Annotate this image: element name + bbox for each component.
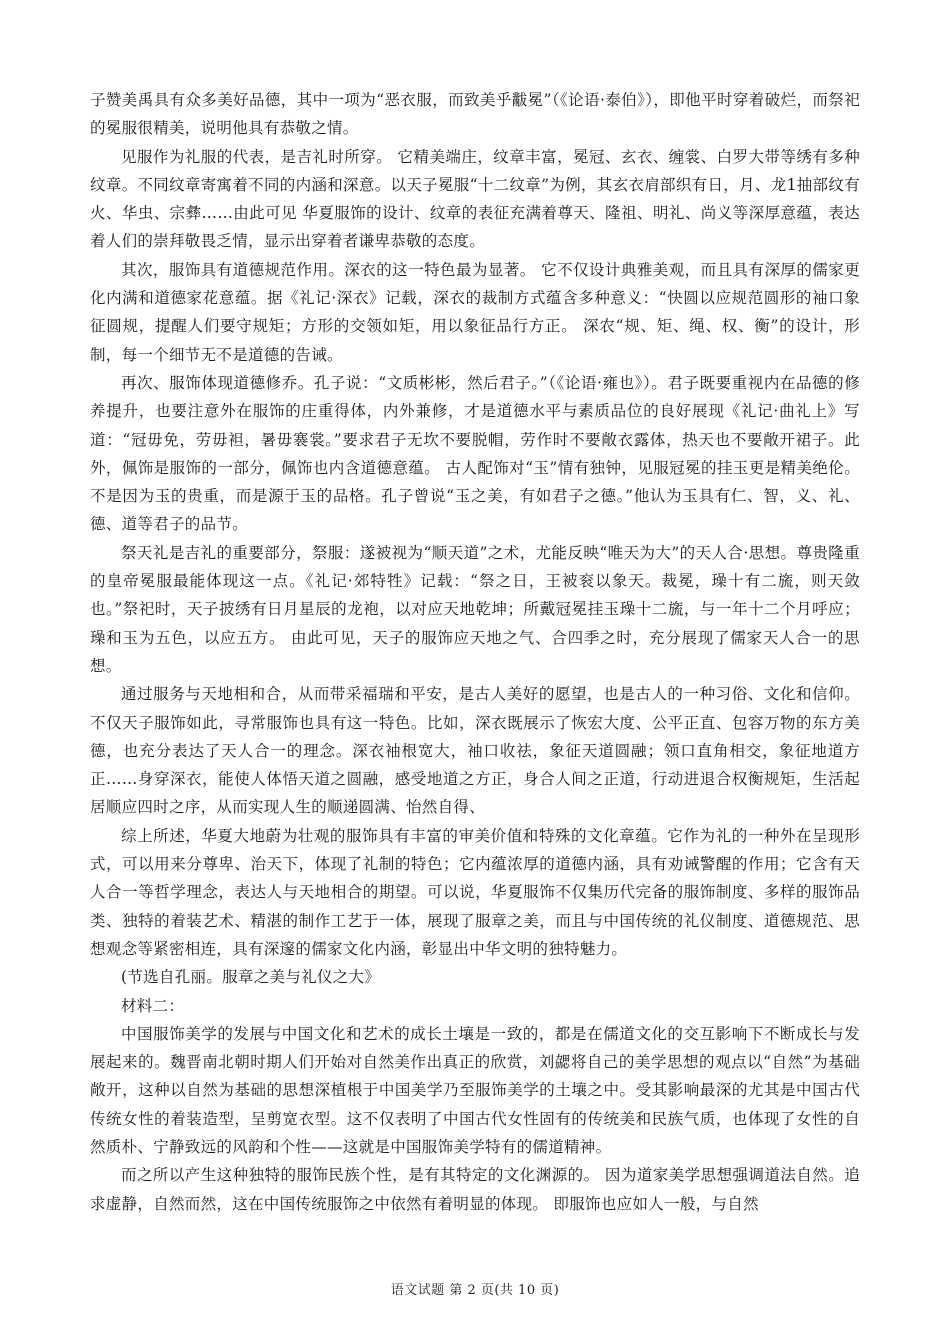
paragraph-3: 其次，服饰具有道德规范作用。深衣的这一特色最为显著。 它不仅设计典雅美观，而且具有深厚的儒家更化内满和道德家花意蕴。据《礼记·深衣》记载，深衣的裁制方式蕴含多种意义：“快圆以应规范圆形的袖口象征圆规，提醒人们要守规矩；方形的交领如矩，用以象征品行方正。 深农“规、矩、绳、权、衡”的设计，形制，每一个细节无不是道德的告诫。 — [90, 260, 860, 364]
page-footer: 语文试题 第 2 页(共 10 页) — [390, 1283, 560, 1298]
paragraph-2: 见服作为礼服的代表，是吉礼时所穿。 它精美端庄，纹章丰富，冕冠、玄衣、缠裳、白罗大带等绣有多种纹章。不同纹章寄寓着不同的内涵和深意。以天子冕服“十二纹章”为例，其玄衣肩部织有日，月、龙1抽部纹有火、华虫、宗彝……由此可见 华夏服饰的设计、纹章的表征充满着尊天、隆祖、明礼、尚义等深厚意蕴，表达着人们的崇拜敬畏乏情，显示出穿着者谦卑恭敬的态度。 — [90, 147, 860, 251]
paragraph-7: 综上所述，华夏大地蔚为壮观的服饰具有丰富的审美价值和特殊的文化章蕴。它作为礼的一种外在呈现形式，可以用来分尊卑、治天下，体现了礼制的特色；它内蕴浓厚的道德内涵，具有劝诫警醒的作用；它含有天人合一等哲学理念，表达人与天地相合的期望。可以说，华夏服饰不仅集历代完备的服饰制度、多样的服饰品类、独特的着装艺术、精湛的制作工艺于一体，展现了服章之美，而且与中国传统的礼仪制度、道德规范、思想观念等紧密相连，具有深邃的儒家文化内涵，彰显出中华文明的独特魅力。 — [90, 826, 860, 958]
paragraph-8: 中国服饰美学的发展与中国文化和艺术的成长土壤是一致的，都是在儒道文化的交互影响下不断成长与发展起来的。魏晋南北朝时期人们开始对自然美作出真正的欣赏，刘勰将自己的美学思想的观点以“自然”为基础敞开，这种以自然为基础的思想深植根于中国美学乃至服饰美学的土壤之中。受其影响最深的尤其是中国古代传统女性的着装造型，呈剪宽衣型。这不仅表明了中国古代女性固有的传统美和民族气质，也体现了女性的自然质朴、宁静致远的风韵和个性——这就是中国服饰美学特有的儒道精神。 — [90, 1024, 860, 1156]
paragraph-9: 而之所以产生这种独特的服饰民族个性，是有其特定的文化渊源的。 因为道家美学思想强调道法自然。追求虚静，自然而然，这在中国传统服饰之中依然有着明显的体现。 即服饰也应如人一般，与自然 — [90, 1166, 860, 1213]
paragraph-6: 通过服务与天地相和合，从而带采福瑞和平安，是古人美好的愿望，也是古人的一种习俗、文化和信仰。不仅天子服饰如此，寻常服饰也具有这一特色。比如，深衣既展示了恢宏大度、公平正直、包容万物的东方美德，也充分表达了天人合一的理念。深衣袖根宽大，袖口收祛，象征天道圆融；领口直角相交，象征地道方正……身穿深衣，能使人体悟天道之圆融，感受地道之方正，身合人间之正道，行动进退合权衡规矩，生活起居顺应四时之序，从而实现人生的顺递圆满、怡然自得、 — [90, 685, 860, 817]
source-citation: (节选自孔丽。服章之美与礼仪之大》 — [121, 968, 381, 987]
paragraph-5: 祭天礼是吉礼的重要部分，祭服：遂被视为“顺天道”之术，尤能反映“唯天为大”的天人合·思想。尊贵隆重的皇帝冕服最能体现这一点。《礼记·郊特牲》记载：“祭之日，王被衮以象天。裁冕，璪十有二旒，则天敛也。”祭祀时，天子披绣有日月星辰的龙袍，以对应天地乾坤；所戴冠冕挂玉璪十二旒，与一年十二个月呼应；璪和玉为五色，以应五方。 由此可见，天子的服饰应天地之气、合四季之时，充分展现了儒家天人合一的思想。 — [90, 543, 860, 675]
paragraph-1: 子赞美禹具有众多美好品德，其中一项为“恶衣服，而致美乎黻冕”（《论语·泰伯》），即他平时穿着破烂，而祭祀的冕服很精美，说明他具有恭敬之情。 — [90, 91, 860, 138]
document-body — [90, 86, 860, 1218]
paragraph-4: 再次、服饰体现道德修乔。孔子说：“文质彬彬，然后君子。”（《论语·雍也》）。君子既要重视内在品德的修养提升，也要注意外在服饰的庄重得体，内外兼修，才是道德水平与素质品位的良好展现《礼记·曲礼上》写道：“冠毋免，劳毋袒，暑毋褰裳。”要求君子无坎不要脱帽，劳作时不要敞衣露体，热天也不要敞开裙子。此外，佩饰是服饰的一部分，佩饰也内含道德意蕴。 古人配饰对“玉”情有独钟，见服冠冕的挂玉更是精美绝伦。不是因为玉的贵重，而是源于玉的品格。孔子曾说“玉之美，有如君子之德。”他认为玉具有仁、智，义、礼、德、道等君子的品节。 — [90, 373, 860, 534]
material-heading: 材料二： — [121, 996, 185, 1015]
